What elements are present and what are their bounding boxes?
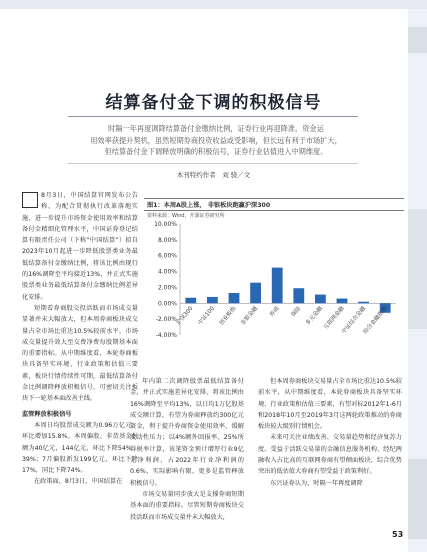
x-tick-label: 券商 — [268, 305, 281, 319]
title-divider — [68, 116, 358, 117]
figure-1 — [144, 198, 404, 370]
author-byline: 本刊特约作者 刘 骁／文 — [176, 171, 251, 179]
x-tick-label: 非银金融 — [240, 305, 260, 327]
bar — [358, 302, 369, 304]
bar — [337, 299, 348, 304]
paragraph: 市场交易量同步放大是支撑券商短期基本面的重要指标。尽管短期券商板块交投活跃而市场成交量并未大幅放大， — [130, 490, 244, 521]
paragraph: 本周日均股票成交额为0.96万亿元，环比增加15.8%。本周偏股、非货基金份额为40亿元，144亿元，环比下降54%、39%；7月偏股新发199亿元，环比下降17%，同比下降74%。 — [22, 421, 138, 475]
paragraph: 年内第二次调降股票最低结算备付金，并正式实施差异化安排，将该比例由16%调降至平均13%，以日均1万亿股基成交额计算，有望为券商释放约300亿元资金，利于提升券商资金使用效率，缓解流动性压力；以4%额外回报率、25%所得税率计算，该笔资金预计增厚行业9亿元净利润，占2022年行业净利润的0.6%，实际影响有限，更多是监管释放积极信号。 — [130, 378, 244, 487]
side-band — [408, 459, 427, 539]
paragraph: 在政策面，8月3日，中国结算在 — [34, 478, 123, 486]
subtitle-line: 时隔一年再度调降结算备付金缴纳比例，证券行业再迎降准，资金运 — [108, 124, 324, 133]
subtitle-line: 但结算备付金下调释放明确的积极信号，证券行业估值进入中期维度。 — [104, 147, 328, 156]
y-tick-label: 2.00% — [157, 284, 177, 292]
paragraph: 东兴证券认为，时隔一年再度调降 — [270, 479, 363, 487]
bar — [229, 293, 240, 303]
x-tick-label: 中证综合金融 — [340, 305, 368, 336]
x-tick-label: 综合金融指数 — [362, 305, 389, 336]
bar — [272, 268, 283, 304]
lead-paragraph-text: 8月3日，中国结算官网发布公告称，为配合贯彻执行改革落地实施，进一步提升市场资金使用效率和结算备付金精细化管理水平，中国证券登记结算有限责任公司（下称“中国结算”）拟自2023年10月起进一步降低股票类业务最低结算备付金缴纳比例，将该比例由现行的16%调降至平均接近13%，并正式实施股票类业务最低结算备付金缴纳比例差异化安排。 — [22, 192, 138, 301]
text-column-2 — [130, 376, 244, 523]
paragraph: 但本周券商板块交易量占全市场比重达10.5%较前水平，从中期维度看，本轮券商板块具备坚实环境、行业政策和估值三要素，有望对标2012年1-6月和2018年10月至2019年3月这两轮政策推动的券商板块较大级别行情机会。 — [258, 378, 402, 431]
y-tick-label: 0.00% — [157, 300, 177, 308]
y-tick-label: 10.00% — [154, 221, 177, 228]
text-column-3 — [258, 376, 402, 489]
x-tick-label: 互联网金融 — [322, 305, 346, 332]
bar — [293, 288, 304, 303]
y-tick-label: 6.00% — [157, 252, 177, 260]
y-tick-label: 8.00% — [157, 236, 177, 244]
bar — [315, 295, 326, 304]
paragraph: 未来可关注业绩改善、交易量趋势和经济复苏力度。受益于活跃交易量的金融信息服务机构、经纪两融收入占比高的互联网券商有望侧面板块，综合优势突出的低估值大券商有望受益于政策利好。 — [258, 434, 402, 476]
article-subtitle — [60, 123, 372, 158]
side-band — [408, 209, 427, 329]
y-tick-label: -4.00% — [155, 332, 177, 339]
bar — [207, 297, 218, 303]
top-stripe — [0, 0, 427, 9]
x-tick-label: 中证100 — [197, 305, 216, 327]
bar — [250, 283, 261, 304]
figure-header — [144, 198, 404, 211]
figure-source: 资料来源：Wind，开源证券研究所 — [147, 213, 225, 219]
y-tick-label: -2.00% — [155, 316, 177, 324]
article-title: 结算备付金下调的积极信号 — [105, 93, 322, 113]
side-band — [408, 27, 427, 53]
x-tick-label: 保险 — [290, 305, 303, 319]
y-tick-label: 4.00% — [157, 268, 177, 276]
lead-paragraph — [22, 190, 138, 303]
drop-cap-box — [22, 192, 38, 208]
x-tick-label: 沪深300 — [175, 305, 195, 327]
text-column-1 — [22, 190, 138, 488]
bar — [185, 298, 196, 304]
subtitle-divider — [68, 163, 358, 164]
section-heading: 监管释放积极信号 — [22, 410, 72, 418]
x-tick-label: 多元金融 — [304, 305, 324, 327]
x-tick-label: 创业板指 — [218, 305, 238, 327]
page-number: 53 — [392, 530, 404, 539]
bar-chart — [144, 220, 404, 370]
subtitle-line: 用效率获提升契机，虽然短期券商投资收益或受影响，但长远有利于市场扩大， — [90, 135, 342, 145]
paragraph: 短期看券商股交投活跃而市场成交量显著并未大幅放大，但本周券商板块成交量占全市场比重达10.5%较前水平，市场成交量提升效大至交费净费每股期基本面的重要指标。从中期维度看，本轮券商板块具备坚实环境、行业政策和估值三要素，板块行情持续性可期，最低结算备付金比例调降释放积极信号，可密切关注板块下一轮基本面改善主线。 — [22, 304, 138, 403]
figure-title: 图1：本周A股上涨， 非银板块跑赢沪深300 — [147, 202, 271, 209]
